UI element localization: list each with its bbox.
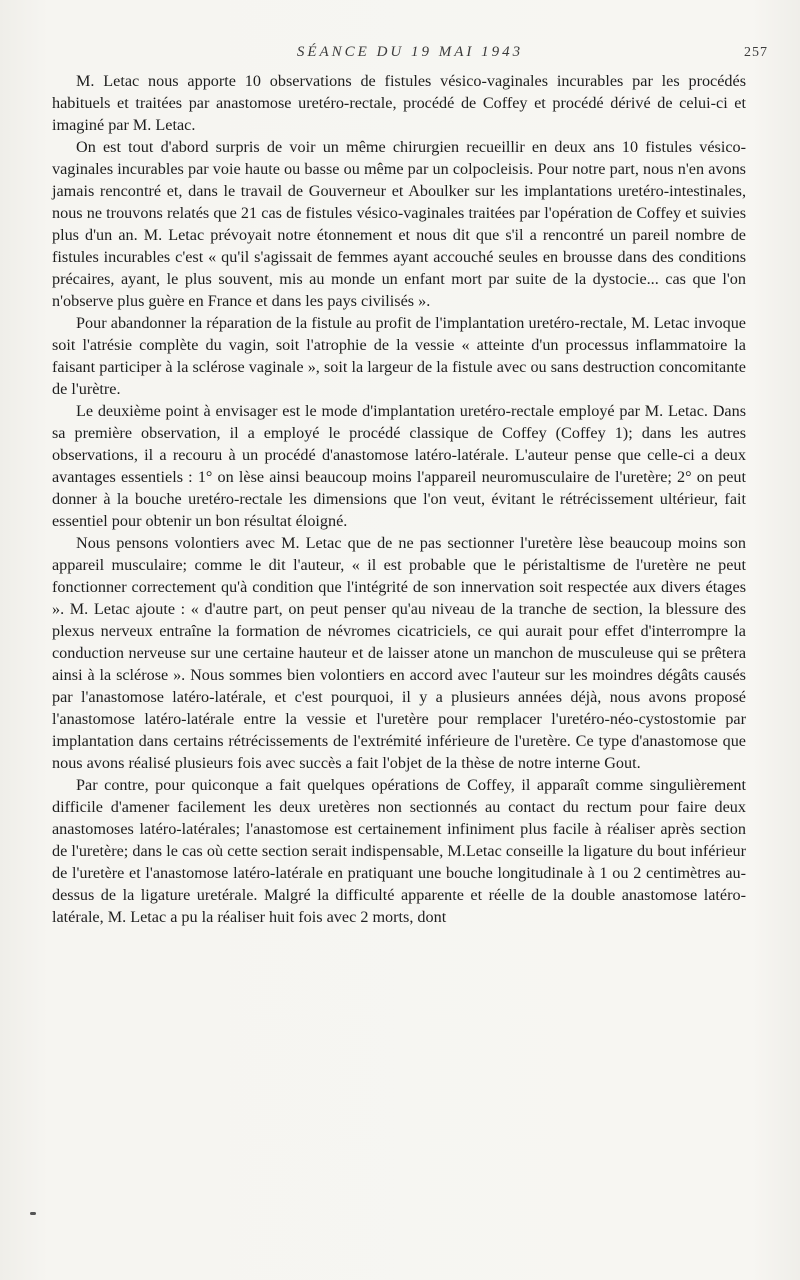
ink-speck [30, 1212, 36, 1215]
page-header [52, 44, 768, 68]
body-text [52, 70, 746, 928]
running-head: SÉANCE DU 19 MAI 1943 [296, 44, 524, 60]
paragraph-3: Pour abandonner la réparation de la fistule au profit de l'implantation uretéro-rectale, M. Letac invoque soit l'atrésie complète du vagin, soit l'atrophie de la vessie « atteinte d'un processus inflammatoire la faisant participer à la sclérose vaginale », soit la largeur de la fistule avec ou sans destruction concomitante de l'urètre. [52, 314, 746, 398]
paragraph-2: On est tout d'abord surpris de voir un même chirurgien recueillir en deux ans 10 fistules vésico-vaginales incurables par voie haute ou basse ou même par un colpocleisis. Pour notre part, nous n'en avons jamais rencontré et, dans le travail de Gouverneur et Aboulker sur les implantations uretéro-intestinales, nous ne trouvons relatés que 21 cas de fistules vésico-vaginales traitées par l'opération de Coffey et suivies plus d'un an. M. Letac prévoyait notre étonnement et nous dit que s'il a rencontré un pareil nombre de fistules incurables c'est « qu'il s'agissait de femmes ayant accouché seules en brousse dans des conditions précaires, ayant, le plus souvent, mis au monde un enfant mort par suite de la dystocie... cas que l'on n'observe plus guère en France et dans les pays civilisés ». [52, 138, 746, 310]
paragraph-4: Le deuxième point à envisager est le mode d'implantation uretéro-rectale employé par M. Letac. Dans sa première observation, il a employé le procédé classique de Coffey (Coffey 1); dans les autres observations, il a recouru à un procédé d'anastomose latéro-latérale. L'auteur pense que celle-ci a deux avantages essentiels : 1° on lèse ainsi beaucoup moins l'appareil neuromusculaire de l'uretère; 2° on peut donner à la bouche uretéro-rectale les dimensions que l'on veut, évitant le rétrécissement ultérieur, fait essentiel pour obtenir un bon résultat éloigné. [52, 402, 746, 530]
paragraph-1: M. Letac nous apporte 10 observations de fistules vésico-vaginales incurables par les procédés habituels et traitées par anastomose uretéro-rectale, procédé de Coffey et procédé dérivé de celui-ci et imaginé par M. Letac. [52, 72, 746, 134]
page-number: 257 [744, 45, 768, 60]
paragraph-6: Par contre, pour quiconque a fait quelques opérations de Coffey, il apparaît comme singulièrement difficile d'amener facilement les deux uretères non sectionnés au contact du rectum pour faire deux anastomoses latéro-latérales; l'anastomose est certainement infiniment plus facile à réaliser après section de l'uretère; dans le cas où cette section serait indispensable, M.Letac conseille la ligature du bout inférieur de l'uretère et l'anastomose latéro-latérale en pratiquant une bouche longitudinale à 1 ou 2 centimètres au-dessus de la ligature uretérale. Malgré la difficulté apparente et réelle de la double anastomose latéro-latérale, M. Letac a pu la réaliser huit fois avec 2 morts, dont [52, 776, 746, 926]
paragraph-5: Nous pensons volontiers avec M. Letac que de ne pas sectionner l'uretère lèse beaucoup moins son appareil musculaire; comme le dit l'auteur, « il est probable que le péristaltisme de l'uretère ne peut fonctionner correctement qu'à condition que l'intégrité de son innervation soit respectée aux divers étages ». M. Letac ajoute : « d'autre part, on peut penser qu'au niveau de la tranche de section, la blessure des plexus nerveux entraîne la formation de névromes cicatriciels, ce qui aurait pour effet d'interrompre la conduction nerveuse sur une certaine hauteur et de laisser atone un manchon de musculeuse qui se prêtera ainsi à la sclérose ». Nous sommes bien volontiers en accord avec l'auteur sur les moindres dégâts causés par l'anastomose latéro-latérale, et c'est pourquoi, il y a plusieurs années déjà, nous avons proposé l'anastomose latéro-latérale entre la vessie et l'uretère pour remplacer l'uretéro-néo-cystostomie par implantation dans certains rétrécissements de l'extrémité inférieure de l'uretère. Ce type d'anastomose que nous avons réalisé plusieurs fois avec succès a fait l'objet de la thèse de notre interne Gout. [52, 534, 746, 772]
